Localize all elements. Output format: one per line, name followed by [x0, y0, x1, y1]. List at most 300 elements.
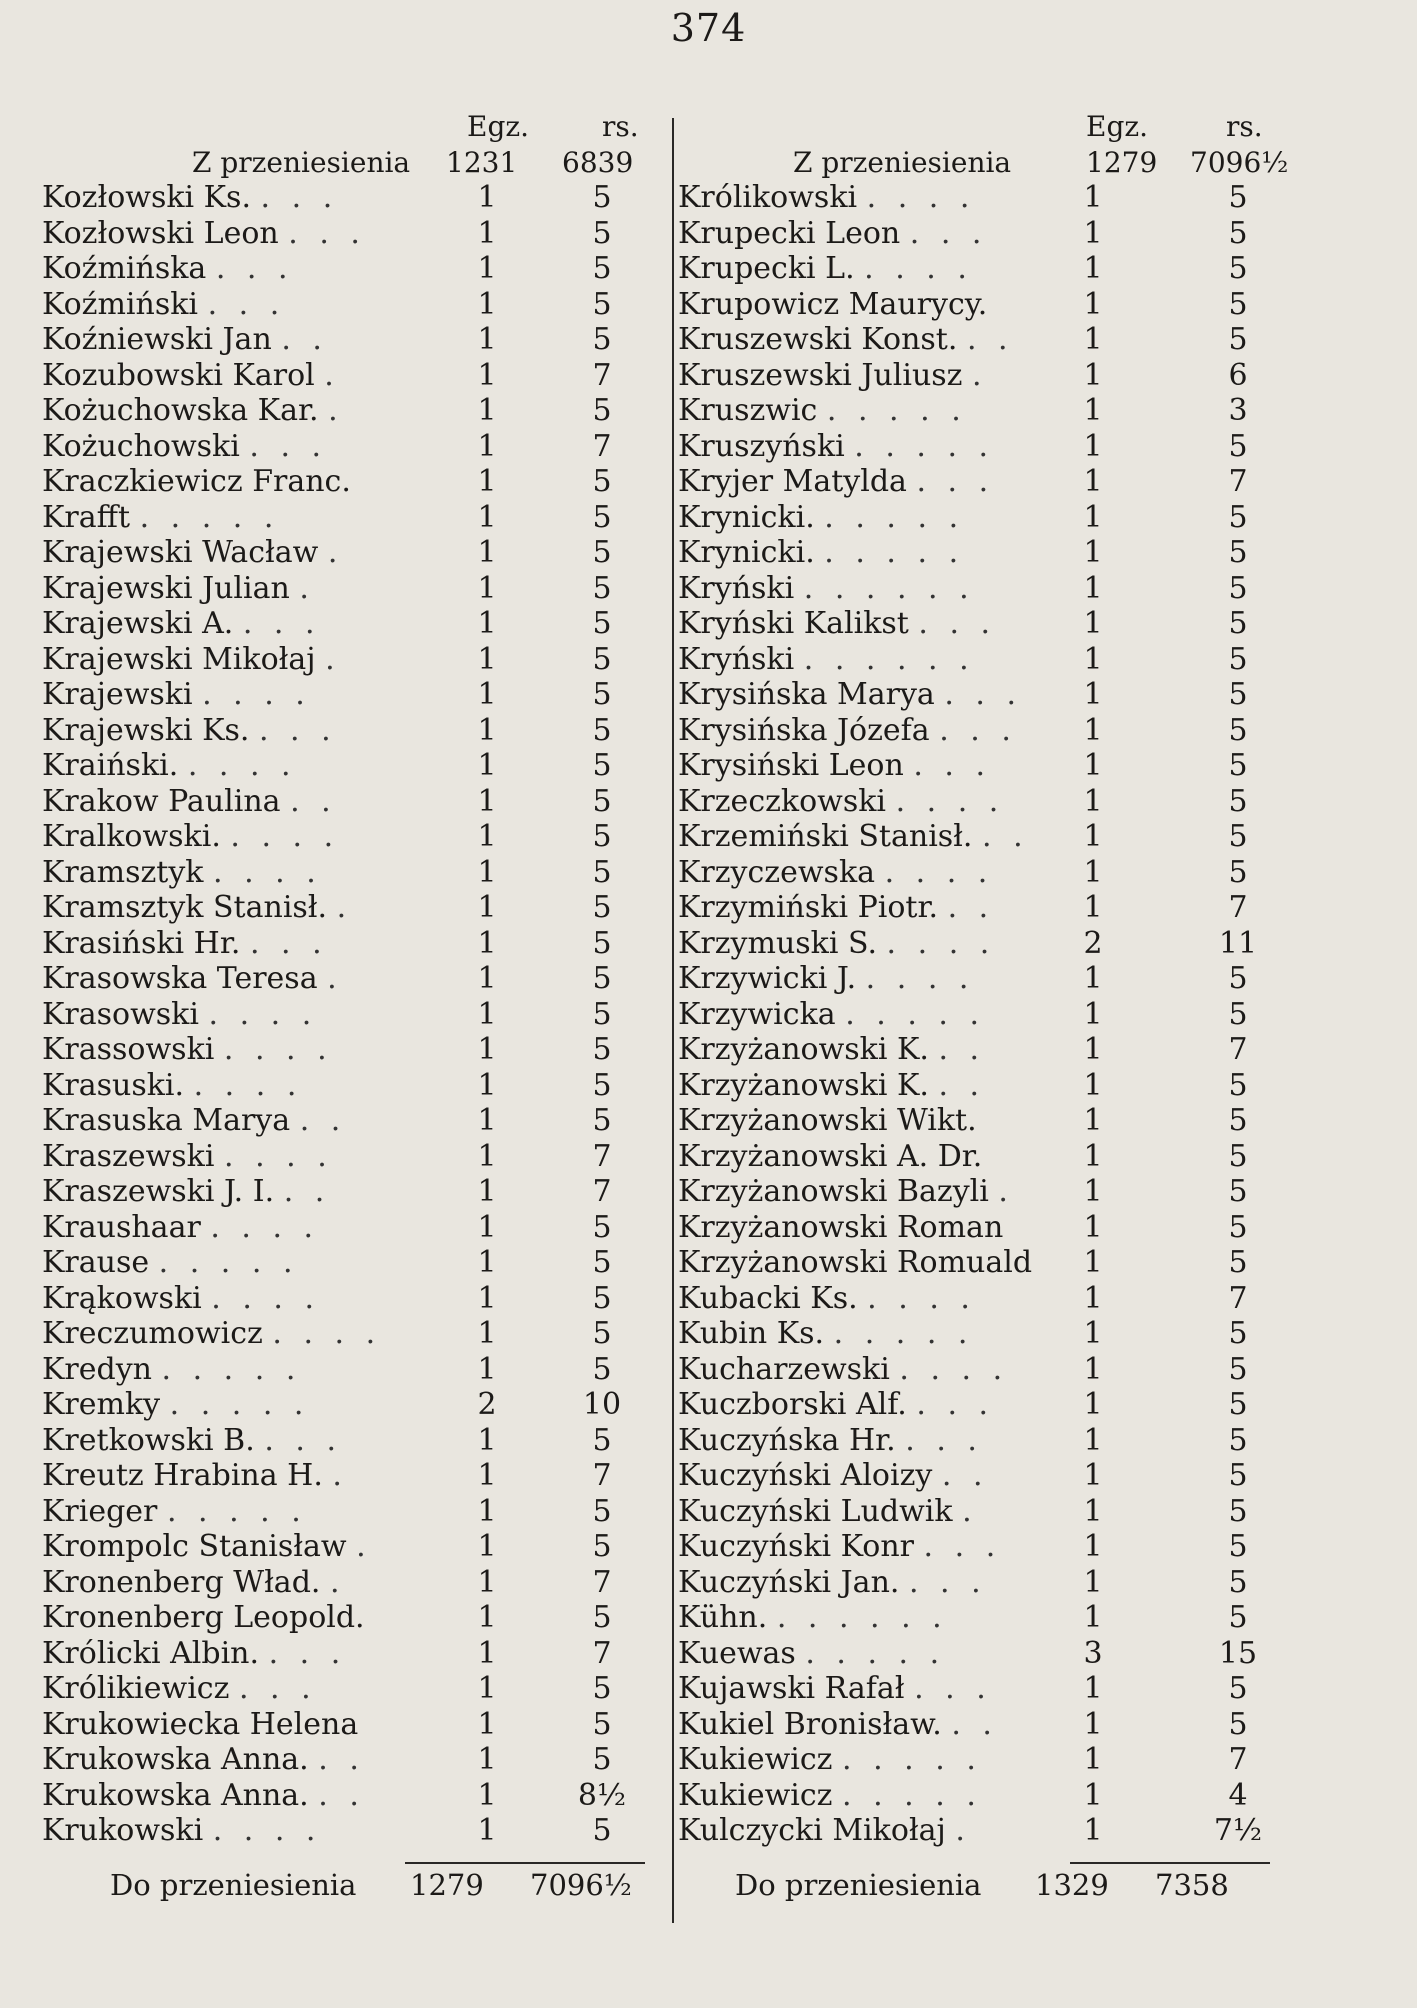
entry-rs: 5	[1228, 1600, 1248, 1635]
table-row	[678, 1423, 1318, 1459]
entry-egz: 1	[1083, 1280, 1103, 1316]
entry-egz: 1	[1083, 1564, 1103, 1600]
leader-dots: . . .	[916, 1387, 995, 1422]
entry-rs: 5	[1228, 1458, 1248, 1493]
entry-name	[678, 1529, 1001, 1564]
entry-name-text: Krzeczkowski	[678, 783, 887, 819]
entry-rs: 5	[1228, 180, 1248, 215]
entry-name	[42, 1316, 381, 1351]
entry-rs: 7	[592, 428, 612, 464]
entry-name	[678, 393, 967, 428]
leader-dots: . . .	[939, 712, 1017, 748]
entry-name	[678, 1778, 982, 1813]
entry-name-text: Królicki Albin.	[42, 1635, 260, 1671]
leader-dots: . . . .	[208, 996, 318, 1032]
entry-name	[42, 1387, 309, 1422]
entry-name-text: Kukiel Bronisław.	[678, 1706, 942, 1742]
entry-rs: 7	[592, 1458, 612, 1493]
entry-name	[42, 926, 328, 961]
entry-name-text: Krajewski Wacław	[42, 535, 319, 570]
entry-egz: 1	[1083, 1174, 1103, 1209]
table-row	[678, 1671, 1318, 1707]
right-entry-list	[678, 180, 1318, 1849]
entry-name-text: Krzyżanowski Roman	[678, 1209, 1004, 1245]
leader-dots: . . .	[215, 251, 294, 286]
entry-name	[42, 251, 294, 286]
entry-egz: 1	[477, 1280, 497, 1316]
entry-rs: 5	[592, 1067, 612, 1103]
entry-name	[42, 180, 338, 215]
table-row	[678, 216, 1318, 252]
table-row	[678, 571, 1318, 607]
entry-name-text: Krzywicka	[678, 996, 836, 1032]
table-row	[678, 748, 1318, 784]
leader-dots: . . . . .	[842, 1742, 982, 1777]
entry-egz: 1	[477, 1209, 497, 1245]
entry-name-text: Krieger	[42, 1493, 158, 1529]
entry-egz: 1	[1083, 748, 1103, 783]
entry-rs: 5	[1228, 1671, 1248, 1706]
table-row	[42, 1742, 662, 1778]
table-row	[42, 1281, 662, 1317]
entry-rs: 5	[592, 1706, 612, 1742]
entry-name	[678, 1494, 978, 1529]
table-row	[678, 393, 1318, 429]
entry-egz: 1	[477, 712, 497, 748]
left-entry-list	[42, 180, 662, 1849]
entry-egz: 2	[1083, 925, 1103, 961]
leader-dots: . . . .	[193, 1067, 303, 1103]
entry-rs: 5	[592, 1422, 612, 1458]
entry-name-text: Kruszyński	[678, 428, 845, 464]
table-row	[678, 1636, 1318, 1672]
entry-egz: 1	[477, 1706, 497, 1742]
entry-egz: 1	[1083, 322, 1103, 357]
entry-egz: 1	[477, 1138, 497, 1174]
entry-rs: 5	[592, 1742, 612, 1777]
entry-egz: 1	[477, 1174, 497, 1209]
leader-dots: . .	[318, 1742, 365, 1777]
leader-dots: . . . .	[213, 854, 322, 890]
table-row	[42, 784, 662, 820]
entry-name-text: Krajewski	[42, 677, 193, 712]
entry-egz: 1	[477, 854, 497, 890]
table-row	[42, 322, 662, 358]
table-row	[678, 1316, 1318, 1352]
entry-name	[678, 1636, 945, 1671]
entry-egz: 1	[1083, 428, 1103, 464]
entry-egz: 1	[1083, 641, 1103, 677]
table-row	[42, 1707, 662, 1743]
left-total-label: Do przeniesienia	[110, 1868, 357, 1902]
entry-name-text: Krynicki.	[678, 535, 815, 570]
entry-name	[678, 571, 975, 606]
table-row	[678, 429, 1318, 465]
entry-name-text: Krzyżanowski K.	[678, 1032, 929, 1067]
entry-egz: 1	[477, 641, 497, 677]
table-row	[678, 606, 1318, 642]
entry-name	[678, 1032, 985, 1067]
leader-dots: . . . .	[865, 961, 975, 996]
leader-dots: .	[336, 890, 353, 925]
entry-rs: 5	[592, 854, 612, 890]
entry-rs: 5	[592, 641, 612, 677]
leader-dots: . . . .	[210, 1209, 320, 1245]
leader-dots: . . . .	[211, 1280, 321, 1316]
table-row	[678, 1387, 1318, 1423]
table-row	[678, 819, 1318, 855]
leader-dots: . . . . . .	[776, 1600, 948, 1635]
entry-egz: 1	[477, 180, 497, 215]
entry-name	[678, 642, 975, 677]
entry-name	[42, 1032, 333, 1067]
entry-name-text: Kraszewski J. I.	[42, 1174, 275, 1209]
entry-name-text: Koźmińska	[42, 251, 207, 286]
entry-name-text: Kryński Kalikst	[678, 606, 909, 641]
entry-name	[42, 1245, 298, 1280]
entry-name	[678, 1458, 988, 1493]
leader-dots: . . . .	[202, 677, 311, 712]
entry-rs: 5	[592, 1529, 612, 1564]
entry-rs: 15	[1218, 1635, 1258, 1671]
entry-rs: 5	[592, 606, 612, 641]
leader-dots: . . . .	[187, 748, 297, 783]
entry-egz: 1	[477, 464, 497, 499]
table-row	[42, 961, 662, 997]
entry-name	[42, 784, 337, 819]
entry-name	[42, 571, 315, 606]
entry-rs: 5	[592, 925, 612, 961]
entry-egz: 2	[477, 1387, 497, 1422]
entry-rs: 5	[1228, 606, 1248, 641]
entry-name-text: Krafft	[42, 499, 131, 535]
entry-name	[678, 855, 993, 890]
table-row	[42, 819, 662, 855]
table-row	[42, 1494, 662, 1530]
leader-dots: . . .	[916, 464, 995, 499]
entry-name	[678, 1600, 948, 1635]
entry-rs: 5	[1228, 1493, 1248, 1529]
entry-rs: 5	[592, 819, 612, 854]
entry-name-text: Kuczborski Alf.	[678, 1387, 907, 1422]
table-row	[678, 1707, 1318, 1743]
entry-name-text: Koźmiński	[42, 286, 199, 322]
leader-dots: .	[324, 357, 340, 393]
entry-name	[42, 606, 321, 641]
entry-egz: 1	[1083, 1813, 1103, 1848]
entry-name-text: Krajewski Mikołaj	[42, 641, 316, 677]
entry-name	[42, 748, 297, 783]
table-row	[42, 606, 662, 642]
leader-dots: . . . .	[224, 1138, 333, 1174]
entry-name-text: Krajewski Ks.	[42, 712, 250, 748]
table-row	[42, 287, 662, 323]
right-column-header	[678, 110, 1318, 146]
entry-name	[42, 1636, 346, 1671]
entry-name-text: Krysiński Leon	[678, 748, 904, 783]
entry-rs: 5	[592, 570, 612, 606]
entry-egz: 1	[1083, 677, 1103, 712]
table-row	[678, 251, 1318, 287]
table-row	[678, 464, 1318, 500]
entry-name	[678, 961, 974, 996]
entry-name	[42, 1352, 301, 1387]
entry-rs: 5	[592, 1493, 612, 1529]
entry-name	[678, 535, 964, 570]
entry-name-text: Krzyżanowski A. Dr.	[678, 1138, 983, 1174]
entry-name	[678, 1210, 1003, 1245]
entry-egz: 1	[1083, 1742, 1103, 1777]
entry-egz: 1	[1083, 499, 1103, 535]
entry-name	[678, 464, 994, 499]
left-total-rs: 7096½	[530, 1868, 632, 1902]
table-row	[678, 1281, 1318, 1317]
table-row	[678, 1174, 1318, 1210]
entry-rs: 5	[592, 322, 612, 357]
entry-name	[678, 322, 1014, 357]
table-row	[42, 642, 662, 678]
table-row	[678, 1565, 1318, 1601]
entry-name-text: Kuczyński Konr	[678, 1529, 914, 1564]
entry-name	[42, 393, 344, 428]
entry-egz: 1	[1083, 1529, 1103, 1564]
leader-dots: . . . . .	[824, 535, 965, 570]
entry-name-text: Kronenberg Leopold.	[42, 1600, 365, 1635]
leader-dots: . . . .	[223, 1032, 333, 1067]
entry-egz: 1	[1083, 1138, 1103, 1174]
entry-rs: 5	[592, 1280, 612, 1316]
table-row	[42, 251, 662, 287]
table-row	[678, 997, 1318, 1033]
entry-name-text: Kraushaar	[42, 1209, 201, 1245]
table-row	[678, 677, 1318, 713]
leader-dots: .	[998, 1174, 1014, 1209]
leader-dots: . . . . .	[139, 499, 280, 535]
entry-name-text: Krysińska Marya	[678, 677, 935, 712]
table-row	[42, 216, 662, 252]
entry-rs: 5	[592, 286, 612, 322]
entry-rs: 5	[1228, 748, 1248, 783]
entry-name	[42, 1707, 358, 1742]
table-row	[42, 571, 662, 607]
entry-name	[42, 287, 285, 322]
entry-name	[678, 358, 988, 393]
entry-name	[42, 1565, 346, 1600]
entry-name-text: Krompolc Stanisław	[42, 1529, 347, 1564]
entry-rs: 5	[1228, 641, 1248, 677]
right-column	[678, 110, 1318, 1849]
entry-name	[42, 819, 339, 854]
leader-dots: . . . . .	[842, 1777, 982, 1813]
table-row	[42, 1636, 662, 1672]
leader-dots: . . . .	[866, 180, 976, 215]
entry-name-text: Kreutz Hrabina H.	[42, 1458, 323, 1493]
entry-egz: 1	[477, 996, 497, 1032]
entry-name	[42, 358, 340, 393]
entry-rs: 5	[1228, 215, 1248, 251]
entry-rs: 5	[1228, 1067, 1248, 1103]
entry-egz: 1	[477, 251, 497, 286]
entry-rs: 5	[1228, 1387, 1248, 1422]
entry-name	[678, 677, 1022, 712]
table-row	[678, 713, 1318, 749]
table-row	[42, 1210, 662, 1246]
entry-egz: 1	[477, 1671, 497, 1706]
table-row	[42, 180, 662, 216]
entry-rs: 5	[1228, 1245, 1248, 1280]
entry-egz: 1	[477, 1316, 497, 1351]
leader-dots: . . .	[242, 606, 321, 641]
leader-dots: . . .	[249, 428, 328, 464]
entry-rs: 5	[592, 748, 612, 783]
entry-name-text: Krasiński Hr.	[42, 925, 241, 961]
table-row	[678, 784, 1318, 820]
entry-name-text: Kubacki Ks.	[678, 1280, 858, 1316]
leader-dots: .	[325, 641, 341, 677]
entry-rs: 4	[1228, 1777, 1248, 1813]
entry-name-text: Kraszewski	[42, 1138, 215, 1174]
entry-egz: 1	[477, 1564, 497, 1600]
table-row	[42, 1423, 662, 1459]
left-total-egz: 1279	[410, 1868, 484, 1902]
entry-egz: 1	[477, 1103, 497, 1138]
entry-name	[42, 322, 328, 357]
leader-dots: . . . . .	[166, 1493, 307, 1529]
entry-rs: 5	[592, 1813, 612, 1848]
entry-rs: 5	[1228, 322, 1248, 357]
table-row	[42, 1245, 662, 1281]
leader-dots: . . . .	[867, 1280, 976, 1316]
entry-rs: 5	[1228, 286, 1248, 322]
entry-name-text: Krasowska Teresa	[42, 961, 318, 996]
entry-egz: 1	[477, 499, 497, 535]
entry-name-text: Kühn.	[678, 1600, 768, 1635]
entry-name	[678, 819, 1029, 854]
right-carry-egz: 1279	[1086, 146, 1158, 179]
leader-dots: . . . . .	[854, 428, 995, 464]
entry-name	[678, 713, 1017, 748]
leader-dots: .	[332, 1458, 348, 1493]
entry-name	[678, 287, 987, 322]
entry-egz: 1	[1083, 1493, 1103, 1529]
entry-rs: 7	[1228, 890, 1248, 925]
entry-name-text: Krajewski Julian	[42, 570, 290, 606]
right-carry-rs: 7096½	[1190, 146, 1289, 179]
entry-name	[42, 1174, 330, 1209]
entry-rs: 5	[592, 1245, 612, 1280]
entry-name-text: Krasowski	[42, 996, 199, 1032]
entry-name-text: Krupecki L.	[678, 251, 855, 286]
entry-rs: 7	[1228, 1032, 1248, 1067]
entry-name-text: Krzymuski S.	[678, 925, 877, 961]
leader-dots: . . . . .	[169, 1387, 310, 1422]
table-row	[42, 890, 662, 926]
entry-rs: 5	[1228, 1351, 1248, 1387]
entry-egz: 1	[477, 1777, 497, 1813]
leader-dots: . . .	[288, 215, 366, 251]
entry-egz: 1	[1083, 1458, 1103, 1493]
entry-egz: 1	[1083, 1351, 1103, 1387]
entry-name	[42, 1139, 333, 1174]
entry-name	[42, 216, 366, 251]
entry-name-text: Kozubowski Karol	[42, 357, 315, 393]
entry-rs: 8½	[577, 1777, 627, 1813]
leader-dots: . .	[299, 1103, 347, 1138]
right-egz-header: Egz.	[1086, 110, 1149, 143]
leader-dots: . . . . .	[161, 1351, 302, 1387]
entry-rs: 7½	[1213, 1813, 1263, 1848]
entry-rs: 5	[592, 251, 612, 286]
page-number: 374	[670, 6, 747, 50]
leader-dots: . .	[947, 890, 995, 925]
right-total-rs: 7358	[1155, 1868, 1229, 1902]
entry-egz: 1	[1083, 1067, 1103, 1103]
entry-egz: 1	[477, 1032, 497, 1067]
entry-rs: 10	[582, 1387, 622, 1422]
entry-rs: 5	[592, 1671, 612, 1706]
entry-rs: 5	[592, 1600, 612, 1635]
entry-rs: 5	[1228, 251, 1248, 286]
entry-name-text: Kujawski Rafał	[678, 1671, 905, 1706]
entry-name-text: Krajewski A.	[42, 606, 234, 641]
entry-rs: 6	[1228, 357, 1248, 393]
table-row	[678, 855, 1318, 891]
table-row	[678, 1778, 1318, 1814]
table-row	[42, 1671, 662, 1707]
entry-rs: 5	[592, 464, 612, 499]
entry-egz: 1	[477, 1067, 497, 1103]
entry-rs: 7	[592, 1138, 612, 1174]
table-row	[678, 1032, 1318, 1068]
entry-name-text: Kuczyński Jan.	[678, 1564, 900, 1600]
entry-name	[42, 500, 279, 535]
entry-rs: 5	[1228, 1209, 1248, 1245]
entry-egz: 1	[1083, 180, 1103, 215]
entry-egz: 1	[1083, 1245, 1103, 1280]
table-row	[42, 1068, 662, 1104]
leader-dots: . . .	[264, 1422, 343, 1458]
entry-name-text: Kruszewski Juliusz	[678, 357, 963, 393]
left-rs-header: rs.	[602, 110, 639, 143]
entry-egz: 1	[477, 535, 497, 570]
entry-rs: 5	[1228, 783, 1248, 819]
entry-egz: 1	[477, 1742, 497, 1777]
entry-name-text: Królikiewicz	[42, 1671, 230, 1706]
table-row	[678, 1742, 1318, 1778]
entry-egz: 1	[477, 925, 497, 961]
entry-name	[678, 1742, 982, 1777]
entry-rs: 5	[1228, 1316, 1248, 1351]
entry-name-text: Krupecki Leon	[678, 215, 901, 251]
entry-egz: 1	[477, 322, 497, 357]
entry-name	[42, 1281, 320, 1316]
entry-egz: 1	[1083, 1103, 1103, 1138]
entry-egz: 1	[1083, 1777, 1103, 1813]
entry-name	[42, 1529, 372, 1564]
entry-name	[42, 961, 343, 996]
entry-egz: 1	[1083, 890, 1103, 925]
entry-name-text: Kozłowski Leon	[42, 215, 279, 251]
entry-egz: 1	[1083, 215, 1103, 251]
entry-name-text: Królikowski	[678, 180, 858, 215]
entry-name-text: Kuczyński Aloizy	[678, 1458, 933, 1493]
leader-dots: . . .	[923, 1529, 1002, 1564]
entry-rs: 5	[592, 499, 612, 535]
entry-egz: 1	[477, 1600, 497, 1635]
leader-dots: . . .	[913, 748, 992, 783]
entry-name-text: Kraczkiewicz Franc.	[42, 464, 351, 499]
entry-rs: 7	[592, 1635, 612, 1671]
